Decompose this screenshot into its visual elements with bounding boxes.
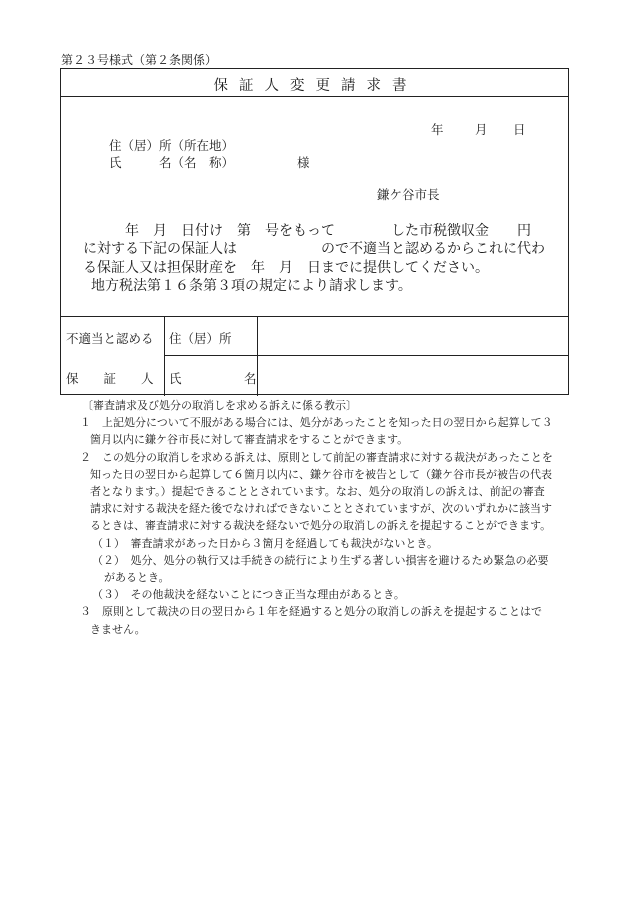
- table-column-divider: [164, 316, 165, 396]
- appeal-notice-line: １ 上記処分について不服がある場合には、処分があったことを知った日の翌日から起算して３: [80, 416, 553, 430]
- appeal-notice: [60, 397, 560, 638]
- addressee-name-label: 氏 名（名 称）: [109, 155, 235, 170]
- appeal-notice-line: 知った日の翌日から起算して６箇月以内に、鎌ケ谷市を被告として（鎌ケ谷市長が被告の代表: [90, 467, 552, 481]
- appeal-notice-line: ３ 原則として裁決の日の翌日から１年を経過すると処分の取消しの訴えを提起することはで: [80, 605, 542, 619]
- date-day: 日: [513, 122, 526, 137]
- date-month: 月: [475, 122, 488, 137]
- appeal-notice-line: ２ この処分の取消しを求める訴えは、原則として前記の審査請求に対する裁決があったことを: [80, 450, 553, 464]
- appeal-notice-line: きません。: [90, 622, 146, 636]
- appeal-notice-line: （３） その他裁決を経ないことにつき正当な理由があるとき。: [92, 588, 405, 602]
- addressee-address-label: 住（居）所（所在地）: [109, 138, 235, 153]
- request-body-line: る保証人又は担保財産を 年 月 日までに提供してください。: [83, 260, 489, 276]
- appeal-notice-line: （１） 審査請求があった日から３箇月を経過しても裁決がないとき。: [92, 536, 438, 550]
- guarantor-label-bottom: 保 証 人: [66, 371, 154, 386]
- table-top-border: [61, 316, 568, 317]
- appeal-notice-line: るときは、審査請求に対する裁決を経ないで処分の取消しの訴えを提起することができます。: [90, 519, 552, 533]
- appeal-notice-line: があるとき。: [104, 571, 170, 585]
- appeal-notice-line: 請求に対する裁決を経た後でなければできないこととされていますが、次のいずれかに該当す: [90, 502, 552, 516]
- honorific: 様: [297, 155, 310, 170]
- request-form-frame: [60, 68, 569, 395]
- guarantor-label-top: 不適当と認める: [66, 331, 154, 346]
- appeal-notice-heading: 〔審査請求及び処分の取消しを求める訴えに係る教示〕: [82, 399, 357, 412]
- appeal-notice-line: 者となります。）提起できることとされています。なお、処分の取消しの訴えは、前記の審査: [90, 485, 545, 499]
- issuer: 鎌ケ谷市長: [377, 187, 440, 202]
- request-body-line: に対する下記の保証人は ので不適当と認めるからこれに代わ: [83, 241, 545, 257]
- guarantor-name-label: 氏 名: [169, 371, 257, 386]
- title-divider: [61, 96, 568, 97]
- date-year: 年: [431, 122, 444, 137]
- form-title: 保証人変更請求書: [213, 78, 418, 94]
- request-body-line: 地方税法第１６条第３項の規定により請求します。: [91, 278, 412, 294]
- form-number: 第２３号様式（第２条関係）: [61, 53, 218, 67]
- appeal-notice-line: 箇月以内に鎌ケ谷市長に対して審査請求をすることができます。: [90, 433, 409, 447]
- table-column-divider: [257, 316, 258, 396]
- guarantor-address-label: 住（居）所: [169, 331, 232, 346]
- table-row-divider: [164, 355, 568, 356]
- request-body-line: 年 月 日付け 第 号をもって した市税徴収金 円: [125, 223, 531, 239]
- appeal-notice-line: （２） 処分、処分の執行又は手続きの続行により生ずる著しい損害を避けるため緊急の必要: [92, 553, 549, 567]
